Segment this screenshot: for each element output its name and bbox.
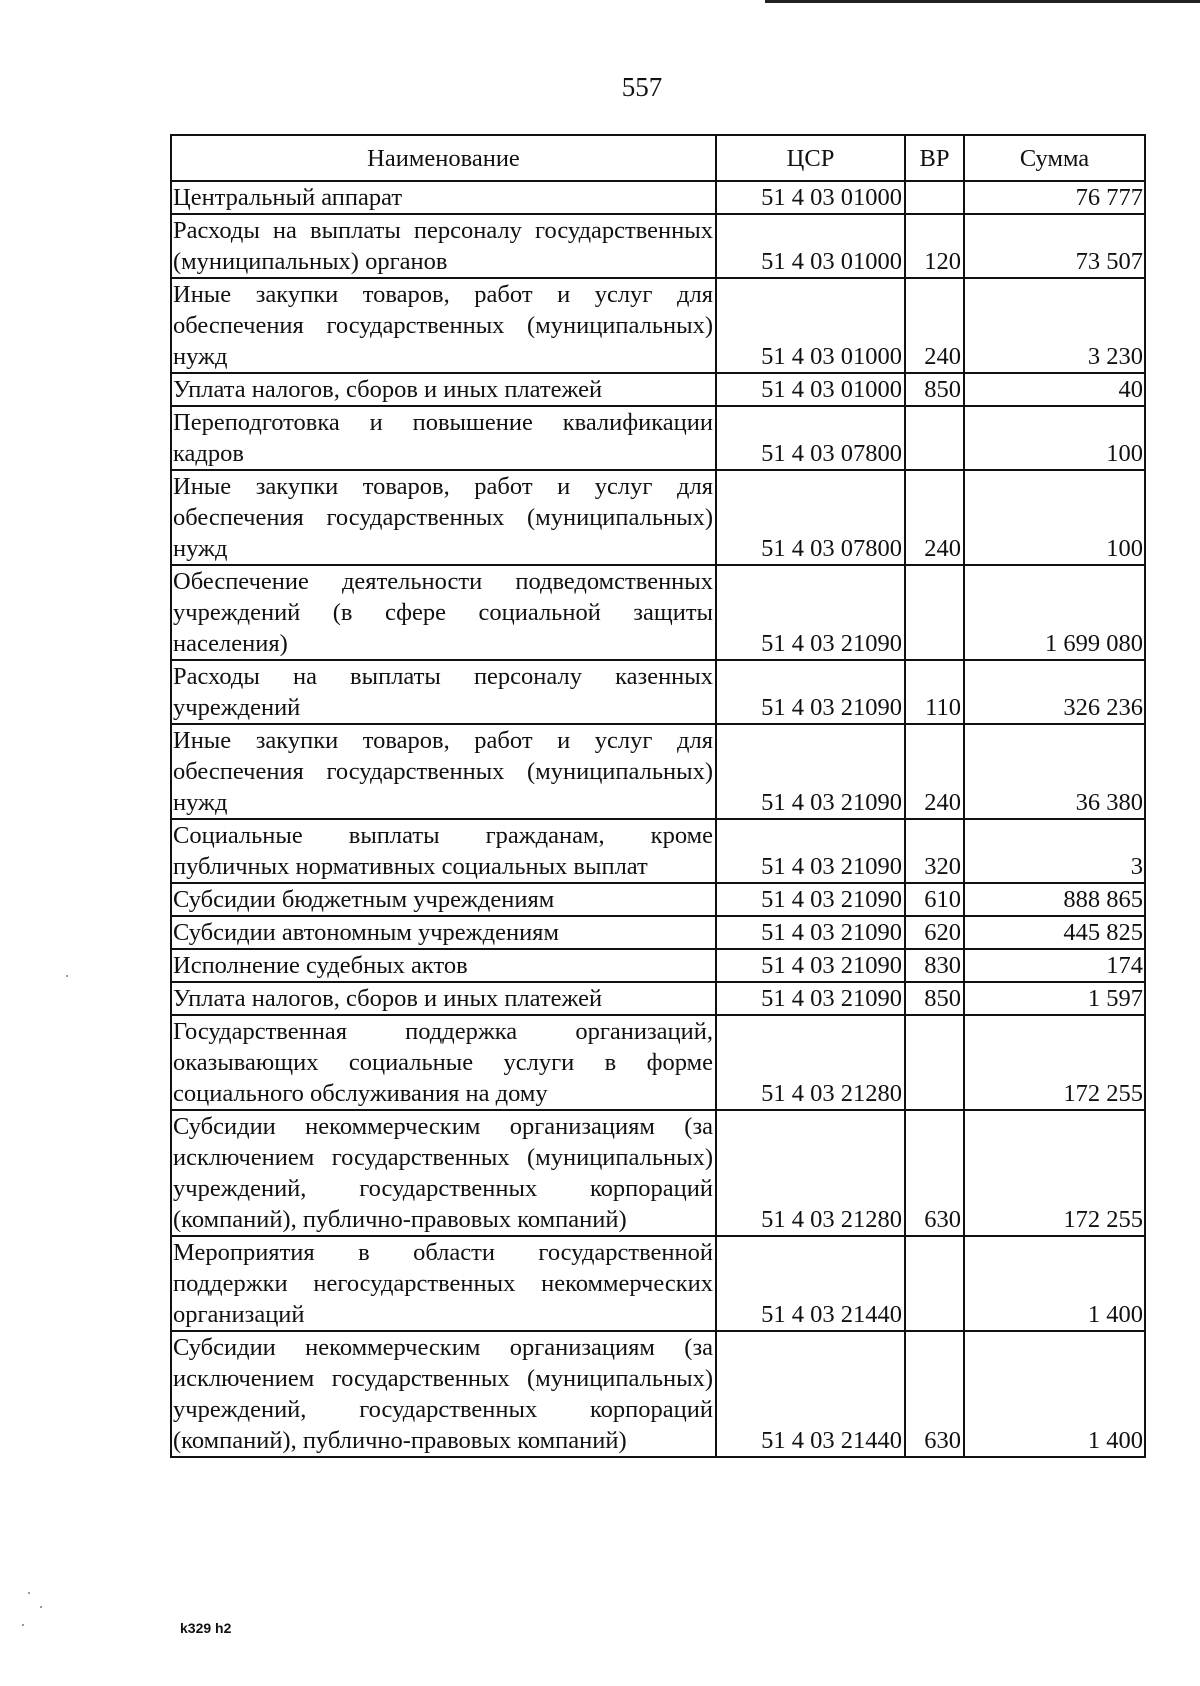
cell-csr: 51 4 03 21090 bbox=[716, 883, 905, 916]
table-row bbox=[171, 819, 1145, 883]
cell-vr bbox=[905, 1236, 964, 1331]
cell-vr: 850 bbox=[905, 373, 964, 406]
cell-vr: 240 bbox=[905, 724, 964, 819]
cell-sum: 888 865 bbox=[964, 883, 1145, 916]
cell-csr: 51 4 03 21280 bbox=[716, 1015, 905, 1110]
cell-sum: 326 236 bbox=[964, 660, 1145, 724]
cell-name: Социальные выплаты гражданам, кроме публичных нормативных социальных выплат bbox=[171, 819, 716, 883]
table-row bbox=[171, 660, 1145, 724]
cell-name: Иные закупки товаров, работ и услуг для обеспечения государственных (муниципальных) нужд bbox=[171, 724, 716, 819]
cell-sum: 36 380 bbox=[964, 724, 1145, 819]
cell-name: Расходы на выплаты персоналу казенных учреждений bbox=[171, 660, 716, 724]
budget-table bbox=[170, 134, 1146, 1458]
cell-vr bbox=[905, 181, 964, 214]
table-row bbox=[171, 1015, 1145, 1110]
cell-sum: 1 400 bbox=[964, 1236, 1145, 1331]
table-row bbox=[171, 724, 1145, 819]
table-row bbox=[171, 982, 1145, 1015]
cell-csr: 51 4 03 21440 bbox=[716, 1331, 905, 1457]
cell-name: Переподготовка и повышение квалификации кадров bbox=[171, 406, 716, 470]
cell-name: Уплата налогов, сборов и иных платежей bbox=[171, 373, 716, 406]
cell-name: Уплата налогов, сборов и иных платежей bbox=[171, 982, 716, 1015]
cell-csr: 51 4 03 21090 bbox=[716, 819, 905, 883]
cell-vr bbox=[905, 1015, 964, 1110]
cell-name: Субсидии некоммерческим организациям (за исключением государственных (муниципальных) учреждений, государственных корпораций (компаний), публично-правовых компаний) bbox=[171, 1110, 716, 1236]
header-sum: Сумма bbox=[964, 135, 1145, 181]
cell-sum: 100 bbox=[964, 406, 1145, 470]
cell-sum: 3 230 bbox=[964, 278, 1145, 373]
cell-csr: 51 4 03 07800 bbox=[716, 470, 905, 565]
table-row bbox=[171, 278, 1145, 373]
table-body bbox=[171, 181, 1145, 1457]
table-row bbox=[171, 214, 1145, 278]
cell-csr: 51 4 03 01000 bbox=[716, 373, 905, 406]
cell-csr: 51 4 03 21440 bbox=[716, 1236, 905, 1331]
cell-sum: 172 255 bbox=[964, 1015, 1145, 1110]
cell-csr: 51 4 03 21090 bbox=[716, 660, 905, 724]
cell-sum: 100 bbox=[964, 470, 1145, 565]
header-csr: ЦСР bbox=[716, 135, 905, 181]
cell-sum: 40 bbox=[964, 373, 1145, 406]
cell-vr: 850 bbox=[905, 982, 964, 1015]
cell-vr: 110 bbox=[905, 660, 964, 724]
cell-name: Иные закупки товаров, работ и услуг для обеспечения государственных (муниципальных) нужд bbox=[171, 470, 716, 565]
cell-name: Исполнение судебных актов bbox=[171, 949, 716, 982]
cell-name: Мероприятия в области государственной поддержки негосударственных некоммерческих организаций bbox=[171, 1236, 716, 1331]
cell-csr: 51 4 03 01000 bbox=[716, 278, 905, 373]
cell-sum: 445 825 bbox=[964, 916, 1145, 949]
cell-name: Расходы на выплаты персоналу государственных (муниципальных) органов bbox=[171, 214, 716, 278]
cell-csr: 51 4 03 21090 bbox=[716, 916, 905, 949]
table-header-row bbox=[171, 135, 1145, 181]
table-row bbox=[171, 916, 1145, 949]
table-row bbox=[171, 883, 1145, 916]
table-row bbox=[171, 406, 1145, 470]
cell-vr bbox=[905, 406, 964, 470]
scan-speck bbox=[22, 1624, 24, 1626]
scan-speck bbox=[28, 1592, 30, 1594]
cell-vr: 120 bbox=[905, 214, 964, 278]
table-row bbox=[171, 949, 1145, 982]
footer-code: k329 h2 bbox=[180, 1620, 232, 1636]
cell-name: Субсидии некоммерческим организациям (за исключением государственных (муниципальных) учреждений, государственных корпораций (компаний), публично-правовых компаний) bbox=[171, 1331, 716, 1457]
cell-vr bbox=[905, 565, 964, 660]
header-vr: ВР bbox=[905, 135, 964, 181]
cell-sum: 1 597 bbox=[964, 982, 1145, 1015]
cell-vr: 630 bbox=[905, 1331, 964, 1457]
cell-sum: 76 777 bbox=[964, 181, 1145, 214]
cell-name: Обеспечение деятельности подведомственных учреждений (в сфере социальной защиты населения) bbox=[171, 565, 716, 660]
cell-name: Центральный аппарат bbox=[171, 181, 716, 214]
scan-speck bbox=[66, 975, 68, 977]
cell-vr: 320 bbox=[905, 819, 964, 883]
cell-vr: 830 bbox=[905, 949, 964, 982]
cell-csr: 51 4 03 01000 bbox=[716, 214, 905, 278]
cell-sum: 3 bbox=[964, 819, 1145, 883]
cell-csr: 51 4 03 21090 bbox=[716, 949, 905, 982]
cell-sum: 1 400 bbox=[964, 1331, 1145, 1457]
table-row bbox=[171, 373, 1145, 406]
cell-sum: 174 bbox=[964, 949, 1145, 982]
scan-edge-line bbox=[765, 0, 1200, 3]
cell-sum: 172 255 bbox=[964, 1110, 1145, 1236]
table-row bbox=[171, 565, 1145, 660]
cell-vr: 610 bbox=[905, 883, 964, 916]
cell-name: Субсидии бюджетным учреждениям bbox=[171, 883, 716, 916]
table-row bbox=[171, 1331, 1145, 1457]
table-row bbox=[171, 181, 1145, 214]
table-row bbox=[171, 1110, 1145, 1236]
cell-csr: 51 4 03 21090 bbox=[716, 565, 905, 660]
cell-csr: 51 4 03 01000 bbox=[716, 181, 905, 214]
scan-speck bbox=[40, 1606, 42, 1608]
cell-sum: 1 699 080 bbox=[964, 565, 1145, 660]
cell-csr: 51 4 03 21280 bbox=[716, 1110, 905, 1236]
cell-vr: 240 bbox=[905, 470, 964, 565]
cell-name: Государственная поддержка организаций, оказывающих социальные услуги в форме социального обслуживания на дому bbox=[171, 1015, 716, 1110]
cell-vr: 620 bbox=[905, 916, 964, 949]
cell-name: Иные закупки товаров, работ и услуг для обеспечения государственных (муниципальных) нужд bbox=[171, 278, 716, 373]
cell-vr: 630 bbox=[905, 1110, 964, 1236]
cell-csr: 51 4 03 21090 bbox=[716, 982, 905, 1015]
cell-vr: 240 bbox=[905, 278, 964, 373]
page-number: 557 bbox=[621, 72, 663, 102]
cell-csr: 51 4 03 21090 bbox=[716, 724, 905, 819]
table-row bbox=[171, 470, 1145, 565]
header-name: Наименование bbox=[171, 135, 716, 181]
cell-csr: 51 4 03 07800 bbox=[716, 406, 905, 470]
cell-name: Субсидии автономным учреждениям bbox=[171, 916, 716, 949]
cell-sum: 73 507 bbox=[964, 214, 1145, 278]
table-row bbox=[171, 1236, 1145, 1331]
